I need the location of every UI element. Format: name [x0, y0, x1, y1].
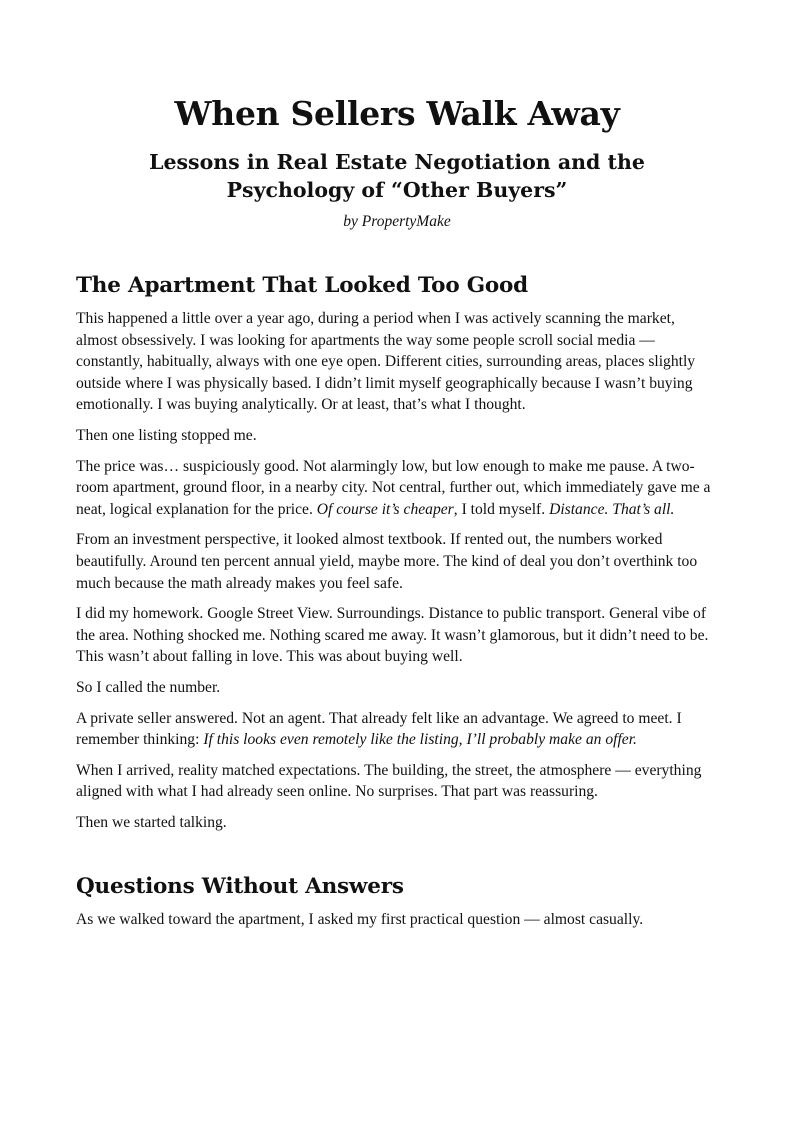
paragraph: So I called the number.: [76, 678, 221, 696]
section-apartment: [76, 272, 718, 833]
paragraph-text: The price was… suspiciously good. Not alarmingly low, but low enough to make me pause. A two-room apartment, ground floor, in a nearby city. Not central, further out, which immediately gave me a neat, logical explanation for the price.: [76, 457, 711, 518]
paragraph-text: A private seller answered. Not an agent. That already felt like an advantage. We agreed to meet. I remember thinking:: [76, 709, 682, 749]
paragraph: Then we started talking.: [76, 813, 227, 831]
paragraph: I did my homework. Google Street View. Surroundings. Distance to public transport. General vibe of the area. Nothing shocked me. Nothing scared me away. It wasn’t glamorous, but it didn’t need to be. This wasn’t about falling in love. This was about buying well.: [76, 605, 709, 666]
document-page: [76, 92, 718, 931]
section-questions: [76, 873, 718, 931]
italic-phrase: Of course it’s cheaper: [316, 500, 454, 518]
document-title: When Sellers Walk Away: [174, 94, 620, 133]
paragraph: This happened a little over a year ago, during a period when I was actively scanning the market, almost obsessively. I was looking for apartments the way some people scroll social media — constantly, habitually, always with one eye open. Different cities, surrounding areas, places slightly outside where I was physically based. I didn’t limit myself geographically because I wasn’t buying emotionally. I was buying analytically. Or at least, that’s what I thought.: [76, 310, 696, 414]
section-heading: Questions Without Answers: [76, 874, 404, 900]
section-heading: The Apartment That Looked Too Good: [76, 273, 529, 298]
document-header: [76, 92, 718, 232]
paragraph: When I arrived, reality matched expectations. The building, the street, the atmosphere — everything aligned with what I had already seen online. No surprises. That part was reassuring.: [76, 761, 702, 801]
paragraph: As we walked toward the apartment, I asked my first practical question — almost casually.: [76, 911, 644, 929]
paragraph: [76, 708, 718, 751]
document-subtitle: Lessons in Real Estate Negotiation and the Psychology of “Other Buyers”: [149, 150, 645, 202]
paragraph: From an investment perspective, it looked almost textbook. If rented out, the numbers worked beautifully. Around ten percent annual yield, maybe more. The kind of deal you don’t overthink too much because the math already makes you feel safe.: [76, 531, 698, 592]
italic-phrase: Distance. That’s all.: [549, 500, 675, 518]
italic-phrase: If this looks even remotely like the listing, I’ll probably make an offer.: [203, 731, 637, 749]
paragraph: Then one listing stopped me.: [76, 426, 257, 444]
paragraph: [76, 456, 718, 521]
paragraph-text: , I told myself.: [453, 500, 550, 518]
author-byline: by PropertyMake: [343, 213, 451, 230]
